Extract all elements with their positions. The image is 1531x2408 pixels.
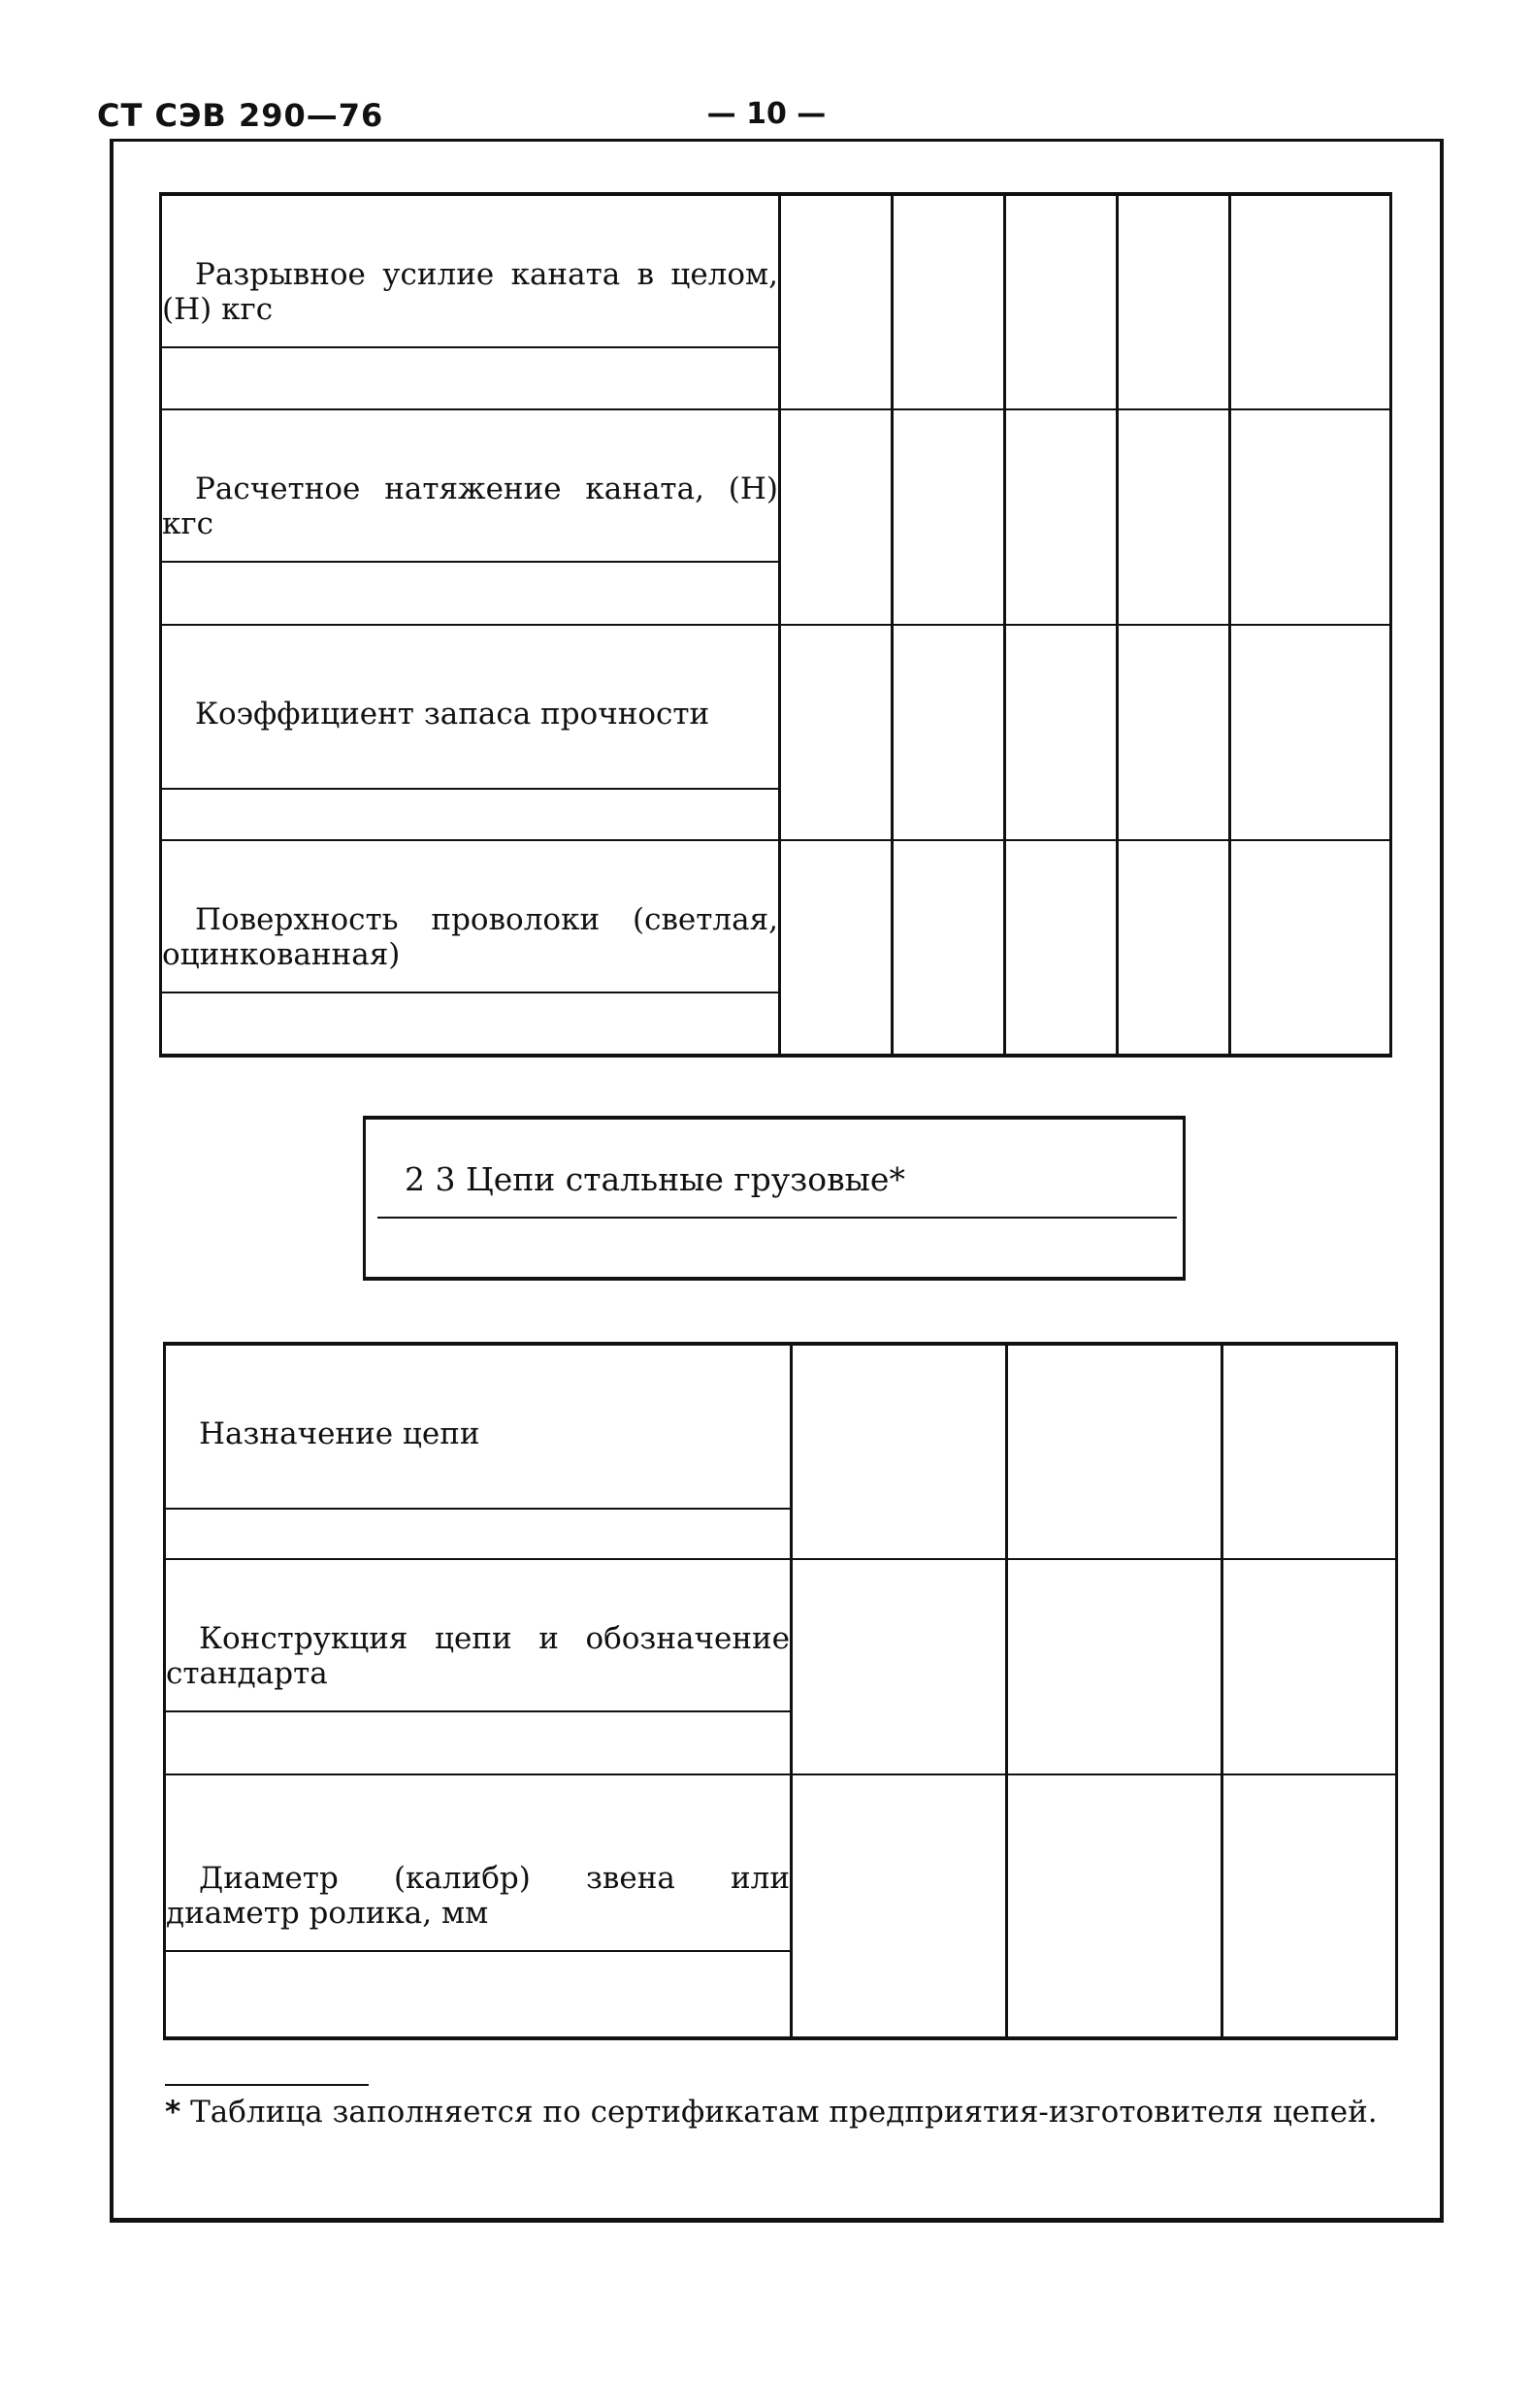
value-cell[interactable]	[1118, 625, 1230, 840]
value-cell[interactable]	[1005, 625, 1118, 840]
value-cell[interactable]	[792, 1344, 1007, 1559]
value-cell[interactable]	[1005, 409, 1118, 625]
value-cell[interactable]	[893, 409, 1005, 625]
value-cell[interactable]	[1222, 1344, 1397, 1559]
section-title: 2 3 Цепи стальные грузовые*	[405, 1160, 905, 1198]
value-cell[interactable]	[1118, 409, 1230, 625]
footnote-marker: *	[165, 2095, 181, 2130]
row-label: Назначение цепи	[199, 1416, 480, 1451]
value-cell[interactable]	[1007, 1774, 1222, 2038]
row-divider	[166, 1508, 790, 1510]
row-label-cell	[161, 409, 780, 625]
table-row	[161, 625, 1391, 840]
value-cell[interactable]	[1230, 194, 1391, 409]
value-cell[interactable]	[792, 1774, 1007, 2038]
row-divider	[166, 1950, 790, 1952]
value-cell[interactable]	[1222, 1559, 1397, 1774]
rope-properties-table	[159, 192, 1392, 1058]
row-divider	[162, 561, 778, 563]
table-row	[165, 1344, 1397, 1559]
row-label: Коэффициент запаса прочности	[195, 697, 710, 732]
row-divider	[162, 346, 778, 348]
row-label-cell	[165, 1344, 792, 1559]
row-label-cell	[165, 1559, 792, 1774]
value-cell[interactable]	[1005, 840, 1118, 1056]
footnote	[165, 2094, 1397, 2131]
row-divider	[162, 788, 778, 790]
row-label: Расчетное натяжение каната, (Н) кгс	[162, 472, 778, 541]
value-cell[interactable]	[780, 840, 893, 1056]
row-label: Диаметр (калибр) звена или диаметр ролика, мм	[166, 1860, 790, 1931]
section-title-divider	[377, 1217, 1177, 1219]
row-label-cell	[165, 1774, 792, 2038]
value-cell[interactable]	[792, 1559, 1007, 1774]
row-divider	[166, 1710, 790, 1712]
value-cell[interactable]	[780, 194, 893, 409]
page-number: — 10 —	[706, 97, 827, 131]
row-label-cell	[161, 840, 780, 1056]
row-label: Поверхность проволоки (светлая, оцинкованная)	[162, 901, 778, 972]
value-cell[interactable]	[1118, 194, 1230, 409]
row-label-cell	[161, 194, 780, 409]
table-row	[165, 1774, 1397, 2038]
row-label: Разрывное усилие каната в целом, (Н) кгс	[162, 256, 778, 327]
value-cell[interactable]	[780, 625, 893, 840]
value-cell[interactable]	[893, 194, 1005, 409]
footnote-rule	[165, 2084, 369, 2086]
chain-properties-table	[163, 1342, 1398, 2040]
standard-code: СТ СЭВ 290—76	[97, 97, 384, 134]
value-cell[interactable]	[1230, 625, 1391, 840]
value-cell[interactable]	[1222, 1774, 1397, 2038]
table-row	[165, 1559, 1397, 1774]
value-cell[interactable]	[893, 625, 1005, 840]
value-cell[interactable]	[780, 409, 893, 625]
value-cell[interactable]	[1230, 409, 1391, 625]
value-cell[interactable]	[1005, 194, 1118, 409]
row-divider	[162, 992, 778, 993]
row-label: Конструкция цепи и обозначение стандарта	[166, 1621, 790, 1691]
row-label-cell	[161, 625, 780, 840]
value-cell[interactable]	[1118, 840, 1230, 1056]
section-title-box	[363, 1116, 1186, 1281]
table-row	[161, 409, 1391, 625]
table-row	[161, 840, 1391, 1056]
table-row	[161, 194, 1391, 409]
value-cell[interactable]	[1007, 1559, 1222, 1774]
value-cell[interactable]	[1007, 1344, 1222, 1559]
footnote-text: Таблица заполняется по сертификатам предприятия-изготовителя цепей.	[190, 2095, 1378, 2130]
value-cell[interactable]	[893, 840, 1005, 1056]
value-cell[interactable]	[1230, 840, 1391, 1056]
